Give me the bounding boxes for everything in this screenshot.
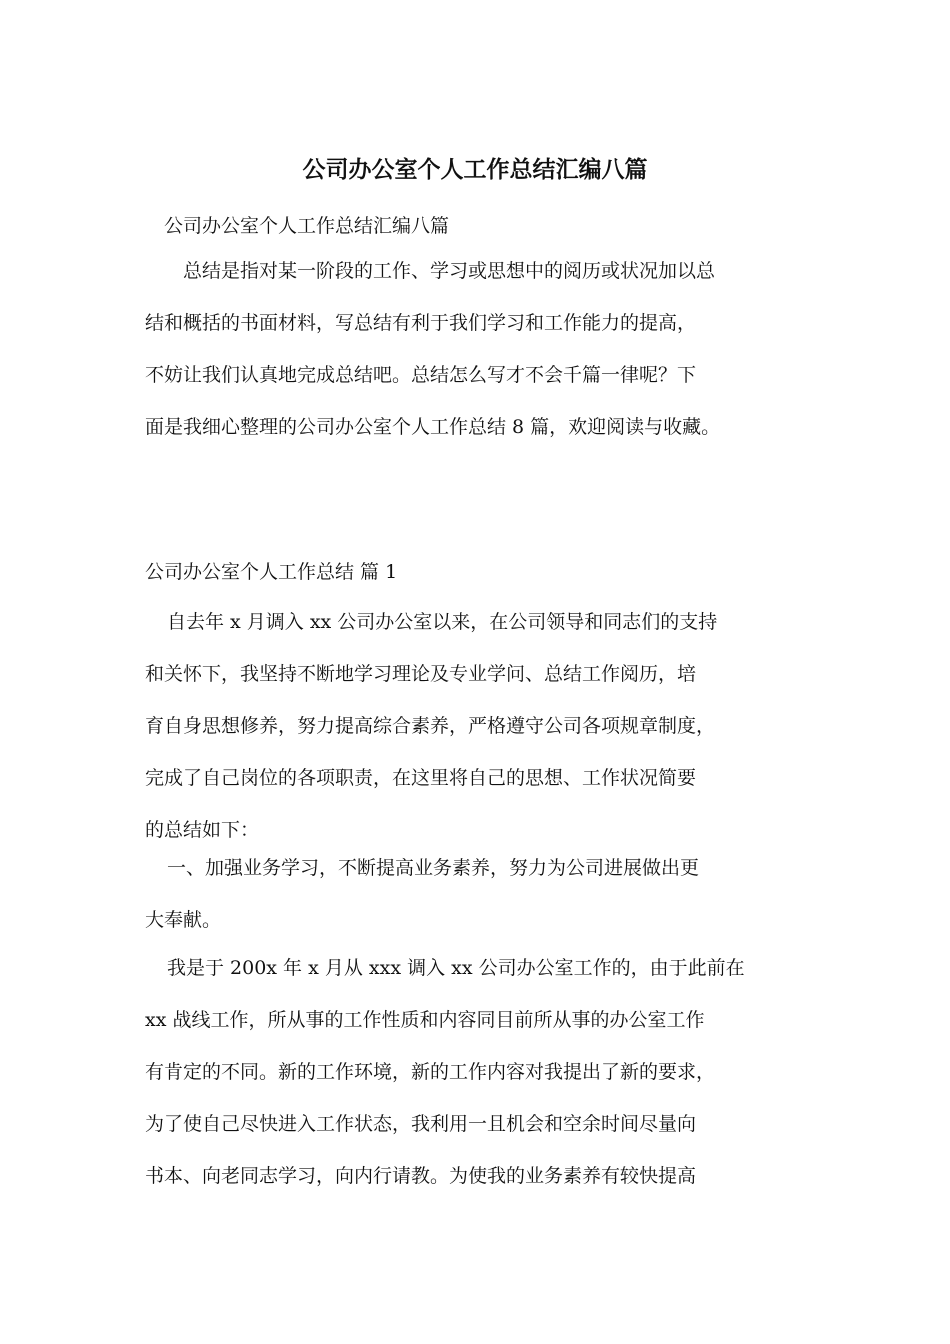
paragraph-line: 完成了自己岗位的各项职责，在这里将自己的思想、工作状况简要: [145, 767, 697, 789]
subheading-1: [145, 842, 825, 946]
paragraph-line: 育自身思想修养，努力提高综合素养，严格遵守公司各项规章制度，: [145, 715, 716, 737]
intro-line: 不妨让我们认真地完成总结吧。总结怎么写才不会千篇一律呢？下: [145, 364, 697, 386]
paragraph-line: 我是于 200x 年 x 月从 xxx 调入 xx 公司办公室工作的，由于此前在: [167, 957, 745, 979]
subheading-line: 大奉献。: [145, 909, 222, 931]
intro-paragraph: [145, 245, 825, 453]
paragraph-line: 有肯定的不同。新的工作环境，新的工作内容对我提出了新的要求，: [145, 1061, 716, 1083]
paragraph-line: 的总结如下：: [145, 819, 260, 841]
paragraph-line: 为了使自己尽快进入工作状态，我利用一且机会和空余时间尽量向: [145, 1113, 697, 1135]
section-title-text: 公司办公室个人工作总结 篇 1: [145, 561, 398, 583]
body-paragraph-2: [145, 942, 825, 1202]
intro-line: 面是我细心整理的公司办公室个人工作总结 8 篇，欢迎阅读与收藏。: [145, 416, 721, 438]
paragraph-line: xx 战线工作，所从事的工作性质和内容同目前所从事的办公室工作: [145, 1009, 705, 1031]
body-paragraph-1: [145, 596, 825, 856]
subheading-line: 一、加强业务学习，不断提高业务素养，努力为公司进展做出更: [167, 857, 700, 879]
intro-line: 结和概括的书面材料，写总结有利于我们学习和工作能力的提高，: [145, 312, 697, 334]
paragraph-line: 自去年 x 月调入 xx 公司办公室以来，在公司领导和同志们的支持: [167, 611, 718, 633]
intro-line: 总结是指对某一阶段的工作、学习或思想中的阅历或状况加以总: [164, 260, 716, 282]
subtitle-line: 公司办公室个人工作总结汇编八篇: [164, 215, 450, 237]
paragraph-line: 和关怀下，我坚持不断地学习理论及专业学问、总结工作阅历，培: [145, 663, 697, 685]
document-title: 公司办公室个人工作总结汇编八篇: [302, 156, 648, 183]
paragraph-line: 书本、向老同志学习，向内行请教。为使我的业务素养有较快提高: [145, 1165, 697, 1187]
section-title: [145, 546, 825, 598]
